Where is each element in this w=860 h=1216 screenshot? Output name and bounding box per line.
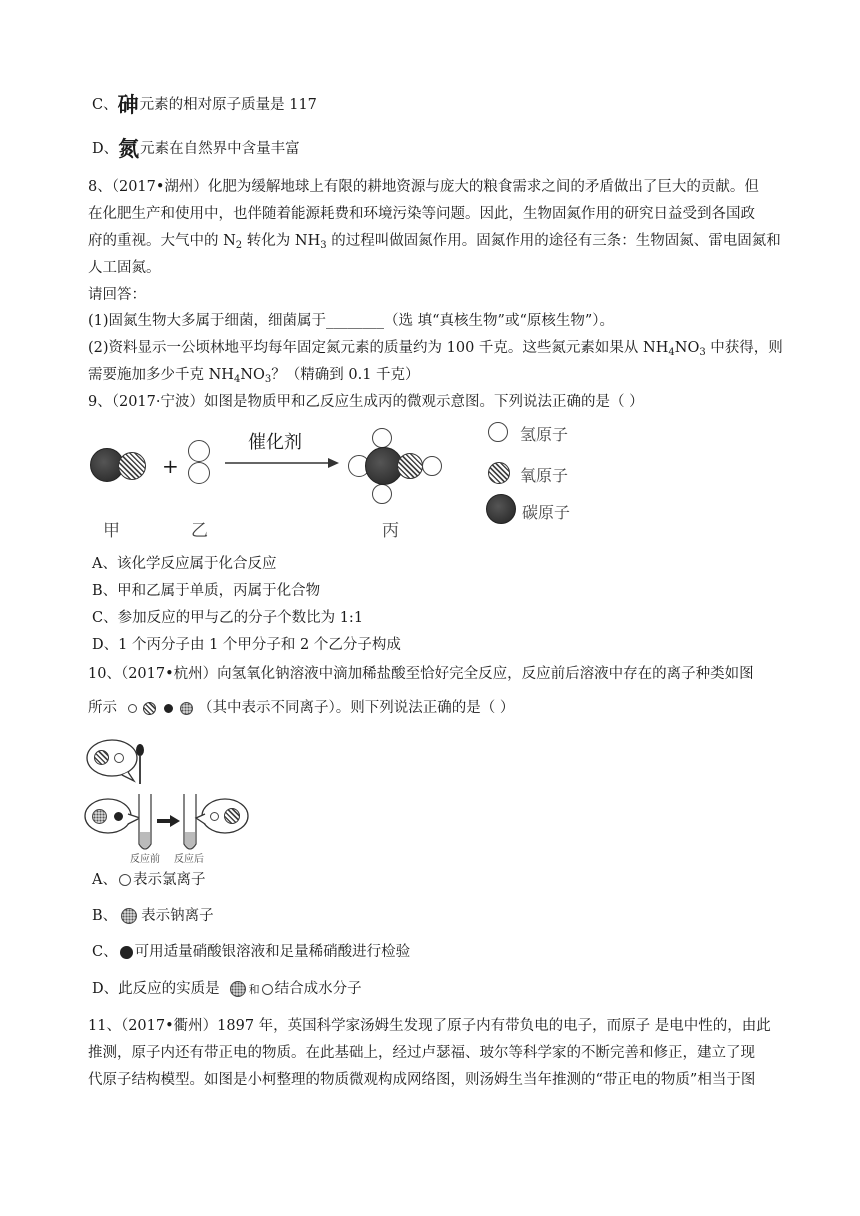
subscript: 4 <box>233 374 241 385</box>
ion-legend-icons <box>128 698 194 718</box>
white-ion-icon <box>119 874 131 886</box>
q10-stem-line-1: 10、（2017•杭州）向氢氧化钠溶液中滴加稀盐酸至恰好完全反应，反应前后溶液中存在的离子种类如图 <box>88 666 754 682</box>
text-segment: 需要施加多少千克 NH <box>88 367 234 383</box>
text-segment: 府的重视。大气中的 N <box>88 233 236 249</box>
subscript: 4 <box>668 347 675 358</box>
q10-option-d <box>92 979 362 1000</box>
text-segment: 中获得，则 <box>705 340 783 356</box>
q8-stem-line-1: 8、（2017•湖州）化肥为缓解地球上有限的耕地资源与庞大的粮食需求之间的矛盾做出了巨大的贡献。但 <box>88 179 759 195</box>
text-segment: ？（精确到 0.1 千克） <box>271 367 420 383</box>
legend-hydrogen-label: 氢原子 <box>520 425 569 444</box>
oxygen-atom <box>397 453 423 479</box>
dotted-ion-icon <box>180 702 193 715</box>
q8-subquestion-2-line-2 <box>88 365 420 390</box>
subscript: 3 <box>264 374 272 385</box>
text-segment: (2)资料显示一公顷林地平均每年固定氮元素的质量约为 100 千克。这些氮元素如果从 NH <box>88 340 669 356</box>
legend-oxygen-label: 氧原子 <box>520 466 569 485</box>
after-label: 反应后 <box>174 854 204 865</box>
q10-option-a <box>92 870 205 890</box>
q11-stem-line-2: 推测，原子内还有带正电的物质。在此基础上，经过卢瑟福、玻尔等科学家的不断完善和修正，建立了现 <box>88 1045 755 1061</box>
plus-sign: + <box>162 454 179 478</box>
q9-reaction-figure <box>85 418 605 548</box>
catalyst-label: 催化剂 <box>248 432 302 453</box>
text-segment: NO <box>240 367 265 383</box>
option-prefix: D、 <box>92 141 119 157</box>
black-ion-icon <box>120 946 133 959</box>
q9-option-a: A、该化学反应属于化合反应 <box>92 556 277 572</box>
q9-option-d: D、1 个丙分子由 1 个甲分子和 2 个乙分子构成 <box>92 637 401 653</box>
option-text: 表示钠离子 <box>141 908 214 924</box>
and-label: 和 <box>248 983 260 996</box>
option-prefix: A、 <box>92 872 117 888</box>
option-text: 元素在自然界中含量丰富 <box>140 141 300 157</box>
white-ion-icon <box>262 984 273 995</box>
q10-option-b <box>92 906 214 926</box>
q9-option-c: C、参加反应的甲与乙的分子个数比为 1:1 <box>92 610 364 626</box>
q8-stem-line-4: 人工固氮。 <box>88 260 161 276</box>
text-segment: 的过程叫做固氮作用。固氮作用的途径有三条：生物固氮、雷电固氮和 <box>326 233 781 249</box>
q11-stem-line-3: 代原子结构模型。如图是小柯整理的物质微观构成网络图，则汤姆生当年推测的“带正电的物质”相当于图 <box>88 1072 756 1088</box>
label-bing: 丙 <box>382 521 399 541</box>
before-label: 反应前 <box>130 854 160 865</box>
hydrogen-atom <box>372 484 392 504</box>
subscript: 2 <box>235 240 243 251</box>
dotted-ion-icon <box>92 809 107 824</box>
hatched-ion-icon <box>143 702 156 715</box>
legend-oxygen-icon <box>488 462 510 484</box>
element-glyph: 氮 <box>118 136 140 161</box>
option-prefix: C、 <box>92 944 118 960</box>
q8-stem-line-3 <box>88 231 781 256</box>
text-segment: （其中表示不同离子）。则下列说法正确的是（ ） <box>198 700 515 716</box>
dotted-ion-icon <box>121 908 137 924</box>
test-tube-diagram <box>84 736 264 864</box>
subscript: 3 <box>699 347 706 358</box>
option-text: 表示氯离子 <box>132 872 206 888</box>
q11-stem-line-1: 11、（2017•衢州）1897 年，英国科学家汤姆生发现了原子内有带负电的电子，而原子 是电中性的，由此 <box>88 1018 771 1034</box>
option-text: 可用适量硝酸银溶液和足量稀硝酸进行检验 <box>134 944 411 960</box>
legend-carbon-icon <box>486 494 516 524</box>
subscript: 3 <box>320 240 327 251</box>
q10-reaction-figure <box>84 736 264 864</box>
hydrogen-atom <box>422 456 442 476</box>
label-jia: 甲 <box>103 521 120 541</box>
oxygen-atom <box>118 452 146 480</box>
option-prefix: D、此反应的实质是 <box>92 981 220 997</box>
hatched-ion-icon <box>224 808 240 824</box>
legend-carbon-label: 碳原子 <box>522 503 571 522</box>
hatched-ion-icon <box>94 750 109 765</box>
text-segment: 所示 <box>88 700 117 716</box>
label-yi: 乙 <box>191 521 208 541</box>
black-ion-icon <box>164 704 173 713</box>
q10-stem-line-2 <box>88 698 514 718</box>
q9-option-b: B、甲和乙属于单质，丙属于化合物 <box>92 583 321 599</box>
reaction-arrow <box>225 456 340 470</box>
option-prefix: C、 <box>92 97 118 113</box>
option-text: 元素的相对原子质量是 117 <box>139 97 317 113</box>
black-ion-icon <box>114 812 123 821</box>
white-ion-icon <box>114 753 124 763</box>
q10-option-c <box>92 942 410 962</box>
element-glyph: 砷 <box>117 92 139 117</box>
q8-subquestion-1: (1)固氮生物大多属于细菌，细菌属于________（选 填“真核生物”或“原核生物”）。 <box>88 313 615 329</box>
hydrogen-atom <box>372 428 392 448</box>
option-text: 结合成水分子 <box>274 981 362 997</box>
hydrogen-atom <box>188 462 210 484</box>
legend-hydrogen-icon <box>488 422 508 442</box>
option-prefix: B、 <box>92 908 118 924</box>
dotted-ion-icon <box>230 981 246 997</box>
q9-stem: 9、（2017·宁波）如图是物质甲和乙反应生成丙的微观示意图。下列说法正确的是（ ） <box>88 394 644 410</box>
q7-option-c <box>92 92 317 117</box>
q8-subquestion-2-line-1 <box>88 338 783 363</box>
white-ion-icon <box>210 812 219 821</box>
hydrogen-atom <box>188 440 210 462</box>
q8-stem-line-2: 在化肥生产和使用中，也伴随着能源耗费和环境污染等问题。因此，生物固氮作用的研究日益受到各国政 <box>88 206 755 222</box>
q8-ask: 请回答： <box>88 287 146 303</box>
white-ion-icon <box>128 704 137 713</box>
q7-option-d <box>92 136 300 161</box>
text-segment: 转化为 NH <box>242 233 321 249</box>
text-segment: NO <box>674 340 700 356</box>
